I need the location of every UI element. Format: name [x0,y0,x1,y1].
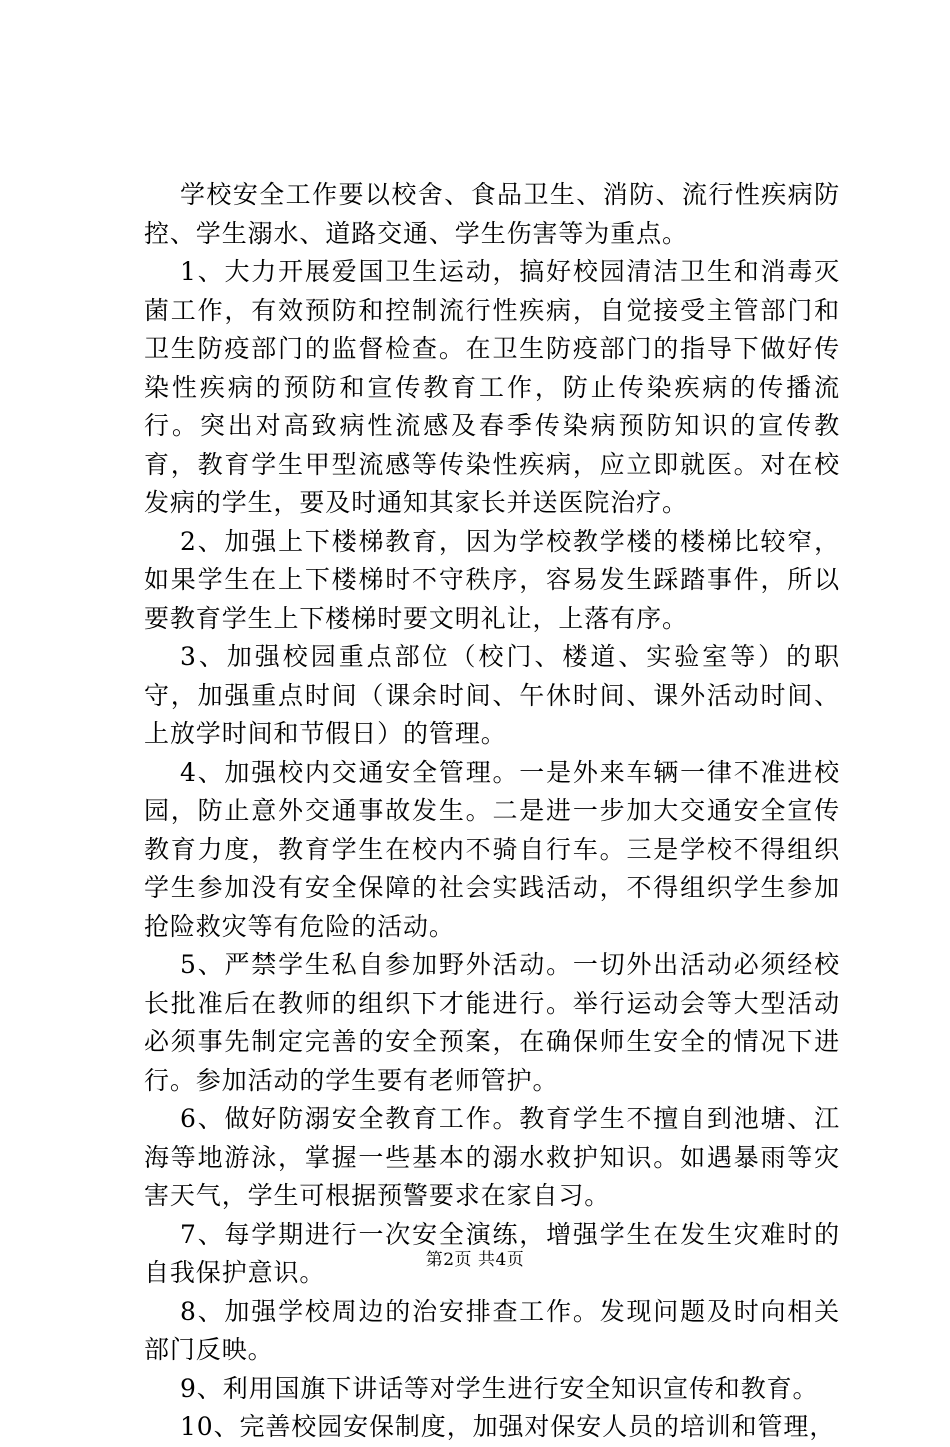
paragraph-item-3: 3、加强校园重点部位（校门、楼道、实验室等）的职守，加强重点时间（课余时间、午休时间、课外活动时间、上放学时间和节假日）的管理。 [144,642,840,748]
paragraph-item-6: 6、做好防溺安全教育工作。教育学生不擅自到池塘、江海等地游泳，掌握一些基本的溺水救护知识。如遇暴雨等灾害天气，学生可根据预警要求在家自习。 [144,1104,840,1210]
paragraph-item-2: 2、加强上下楼梯教育，因为学校教学楼的楼梯比较窄，如果学生在上下楼梯时不守秩序，容易发生踩踏事件，所以要教育学生上下楼梯时要文明礼让，上落有序。 [144,526,840,633]
paragraph-item-1: 1、大力开展爱国卫生运动，搞好校园清洁卫生和消毒灭菌工作，有效预防和控制流行性疾病，自觉接受主管部门和卫生防疫部门的监督检查。在卫生防疫部门的指导下做好传染性疾病的预防和宣传教育工作，防止传染疾病的传播流行。突出对高致病性流感及春季传染病预防知识的宣传教育，教育学生甲型流感等传染性疾病，应立即就医。对在校发病的学生，要及时通知其家长并送医院治疗。 [144,257,840,517]
paragraph-item-8: 8、加强学校周边的治安排查工作。发现问题及时向相关部门反映。 [144,1296,840,1364]
paragraph-item-4: 4、加强校内交通安全管理。一是外来车辆一律不准进校园，防止意外交通事故发生。二是进一步加大交通安全宣传教育力度，教育学生在校内不骑自行车。三是学校不得组织学生参加没有安全保障的社会实践活动，不得组织学生参加抢险救灾等有危险的活动。 [144,757,840,941]
paragraph-item-5: 5、严禁学生私自参加野外活动。一切外出活动必须经校长批准后在教师的组织下才能进行。举行运动会等大型活动必须事先制定完善的安全预案，在确保师生安全的情况下进行。参加活动的学生要有老师管护。 [144,950,840,1095]
paragraph-item-10: 10、完善校园安保制度，加强对保安人员的培训和管理， [180,1412,836,1441]
page-footer: 第2页 共4页 [425,1250,525,1270]
paragraph-intro: 学校安全工作要以校舍、食品卫生、消防、流行性疾病防控、学生溺水、道路交通、学生伤害等为重点。 [144,180,840,248]
paragraph-item-7: 7、每学期进行一次安全演练，增强学生在发生灾难时的自我保护意识。 [144,1219,840,1287]
paragraph-item-9: 9、利用国旗下讲话等对学生进行安全知识宣传和教育。 [180,1373,819,1403]
